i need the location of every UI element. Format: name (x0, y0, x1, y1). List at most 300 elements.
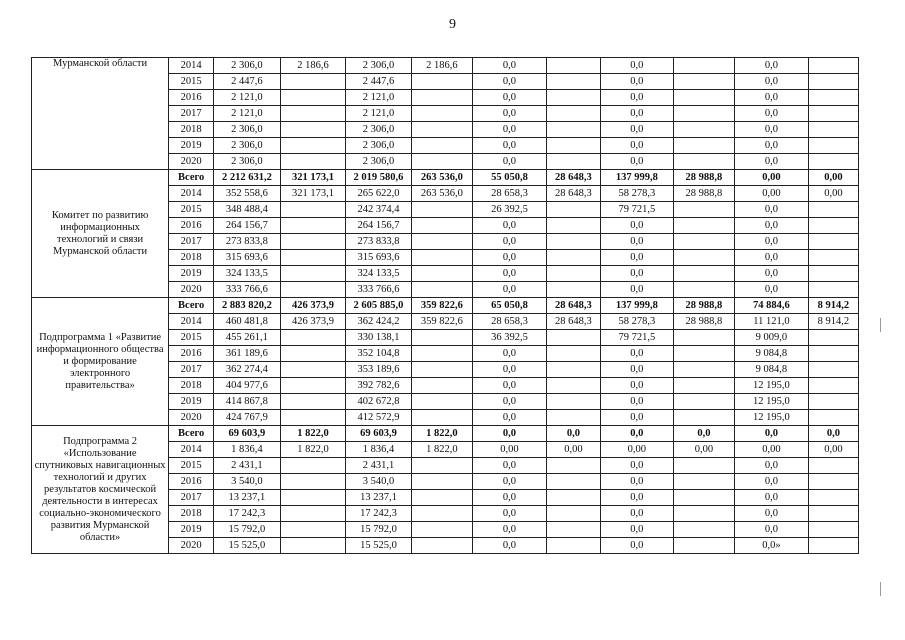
value-cell: 265 622,0 (346, 186, 412, 202)
value-cell (411, 202, 472, 218)
value-cell (411, 362, 472, 378)
value-cell: 324 133,5 (214, 266, 281, 282)
year-cell: 2020 (169, 154, 214, 170)
scan-artifact-line (880, 582, 881, 596)
value-cell: 2 306,0 (346, 154, 412, 170)
value-cell: 0,00 (473, 442, 547, 458)
value-cell (280, 522, 346, 538)
value-cell (280, 506, 346, 522)
value-cell (280, 346, 346, 362)
value-cell: 0,0 (473, 538, 547, 554)
value-cell: 0,00 (673, 442, 734, 458)
value-cell: 0,0 (601, 522, 674, 538)
value-cell (546, 282, 600, 298)
value-cell: 426 373,9 (280, 314, 346, 330)
value-cell: 28 648,3 (546, 314, 600, 330)
value-cell: 273 833,8 (346, 234, 412, 250)
value-cell: 8 914,2 (808, 314, 858, 330)
value-cell (673, 74, 734, 90)
value-cell (808, 154, 858, 170)
value-cell (673, 410, 734, 426)
year-cell: Всего (169, 170, 214, 186)
value-cell: 359 822,6 (411, 298, 472, 314)
value-cell: 0,0 (473, 410, 547, 426)
value-cell: 0,0 (601, 138, 674, 154)
value-cell: 0,0 (601, 538, 674, 554)
value-cell: 0,0 (473, 458, 547, 474)
value-cell (546, 346, 600, 362)
value-cell: 0,0 (735, 138, 809, 154)
value-cell: 0,0 (601, 266, 674, 282)
value-cell (280, 474, 346, 490)
value-cell (546, 538, 600, 554)
year-cell: 2020 (169, 282, 214, 298)
value-cell: 15 792,0 (346, 522, 412, 538)
value-cell (411, 122, 472, 138)
value-cell: 28 658,3 (473, 314, 547, 330)
value-cell: 0,0 (735, 282, 809, 298)
value-cell (411, 250, 472, 266)
table-row (32, 298, 859, 314)
value-cell (808, 490, 858, 506)
value-cell (673, 538, 734, 554)
value-cell: 352 104,8 (346, 346, 412, 362)
value-cell: 15 525,0 (346, 538, 412, 554)
value-cell: 2 186,6 (411, 58, 472, 74)
year-cell: 2016 (169, 346, 214, 362)
budget-table (31, 57, 859, 554)
value-cell (280, 282, 346, 298)
value-cell (808, 234, 858, 250)
value-cell: 362 274,4 (214, 362, 281, 378)
value-cell: 28 988,8 (673, 298, 734, 314)
value-cell: 28 988,8 (673, 186, 734, 202)
value-cell: 330 138,1 (346, 330, 412, 346)
year-cell: 2014 (169, 186, 214, 202)
value-cell (280, 410, 346, 426)
value-cell: 0,0 (473, 378, 547, 394)
value-cell (808, 122, 858, 138)
value-cell: 242 374,4 (346, 202, 412, 218)
table-row (32, 58, 859, 74)
value-cell: 0,0 (473, 426, 547, 442)
value-cell: 0,0 (546, 426, 600, 442)
value-cell: 58 278,3 (601, 314, 674, 330)
value-cell: 1 822,0 (280, 426, 346, 442)
value-cell: 424 767,9 (214, 410, 281, 426)
value-cell: 324 133,5 (346, 266, 412, 282)
value-cell (808, 106, 858, 122)
year-cell: Всего (169, 426, 214, 442)
value-cell: 79 721,5 (601, 330, 674, 346)
value-cell (673, 394, 734, 410)
value-cell (546, 394, 600, 410)
value-cell (546, 410, 600, 426)
year-cell: 2018 (169, 122, 214, 138)
value-cell (808, 458, 858, 474)
value-cell: 0,0 (735, 106, 809, 122)
value-cell (411, 90, 472, 106)
value-cell: 0,0 (601, 378, 674, 394)
value-cell (411, 458, 472, 474)
value-cell: 0,0 (473, 106, 547, 122)
value-cell (546, 74, 600, 90)
value-cell: 414 867,8 (214, 394, 281, 410)
page-number: 9 (449, 17, 456, 32)
value-cell: 264 156,7 (346, 218, 412, 234)
value-cell: 0,0 (601, 426, 674, 442)
value-cell: 28 988,8 (673, 314, 734, 330)
value-cell (808, 506, 858, 522)
value-cell (280, 458, 346, 474)
section-name: Мурманской области (32, 58, 169, 170)
year-cell: 2015 (169, 74, 214, 90)
value-cell (411, 106, 472, 122)
value-cell: 28 648,3 (546, 170, 600, 186)
value-cell (808, 346, 858, 362)
value-cell: 0,0 (473, 154, 547, 170)
value-cell: 1 822,0 (411, 442, 472, 458)
value-cell: 2 212 631,2 (214, 170, 281, 186)
value-cell: 0,0 (601, 74, 674, 90)
value-cell: 352 558,6 (214, 186, 281, 202)
value-cell (411, 330, 472, 346)
value-cell: 1 836,4 (346, 442, 412, 458)
value-cell: 28 648,3 (546, 186, 600, 202)
value-cell (673, 122, 734, 138)
value-cell: 0,0 (601, 218, 674, 234)
value-cell: 0,0 (601, 458, 674, 474)
year-cell: 2019 (169, 522, 214, 538)
year-cell: 2018 (169, 378, 214, 394)
value-cell: 2 306,0 (214, 154, 281, 170)
value-cell: 0,0 (735, 490, 809, 506)
value-cell: 0,0 (601, 506, 674, 522)
value-cell (808, 58, 858, 74)
value-cell: 0,0 (601, 346, 674, 362)
value-cell (280, 106, 346, 122)
value-cell: 0,00 (735, 170, 809, 186)
value-cell: 359 822,6 (411, 314, 472, 330)
value-cell: 2 306,0 (346, 122, 412, 138)
year-cell: 2016 (169, 90, 214, 106)
value-cell (673, 474, 734, 490)
value-cell (673, 266, 734, 282)
value-cell: 0,0 (601, 282, 674, 298)
value-cell: 28 658,3 (473, 186, 547, 202)
value-cell: 0,0 (601, 490, 674, 506)
value-cell: 2 306,0 (214, 58, 281, 74)
value-cell: 0,0 (473, 522, 547, 538)
value-cell (546, 458, 600, 474)
value-cell (411, 154, 472, 170)
value-cell: 69 603,9 (346, 426, 412, 442)
value-cell: 0,0 (473, 90, 547, 106)
value-cell (546, 234, 600, 250)
value-cell (673, 378, 734, 394)
value-cell: 137 999,8 (601, 170, 674, 186)
value-cell (280, 266, 346, 282)
table-row (32, 170, 859, 186)
year-cell: 2016 (169, 218, 214, 234)
value-cell: 28 988,8 (673, 170, 734, 186)
value-cell: 0,0 (601, 394, 674, 410)
value-cell: 0,0 (735, 90, 809, 106)
value-cell (673, 154, 734, 170)
value-cell: 0,0 (735, 122, 809, 138)
value-cell: 2 883 820,2 (214, 298, 281, 314)
value-cell: 2 306,0 (346, 58, 412, 74)
value-cell: 0,0 (473, 490, 547, 506)
value-cell (808, 522, 858, 538)
value-cell (280, 154, 346, 170)
value-cell (411, 394, 472, 410)
value-cell: 0,0 (735, 74, 809, 90)
value-cell: 0,0 (601, 106, 674, 122)
value-cell (808, 282, 858, 298)
value-cell: 315 693,6 (346, 250, 412, 266)
year-cell: 2014 (169, 442, 214, 458)
value-cell: 2 306,0 (214, 122, 281, 138)
value-cell (411, 538, 472, 554)
value-cell (280, 538, 346, 554)
value-cell (673, 282, 734, 298)
value-cell (411, 378, 472, 394)
value-cell (808, 378, 858, 394)
value-cell (808, 138, 858, 154)
value-cell: 263 536,0 (411, 186, 472, 202)
value-cell: 2 306,0 (214, 138, 281, 154)
value-cell (280, 378, 346, 394)
value-cell (808, 250, 858, 266)
year-cell: 2017 (169, 490, 214, 506)
year-cell: 2020 (169, 538, 214, 554)
value-cell: 315 693,6 (214, 250, 281, 266)
value-cell: 2 121,0 (214, 106, 281, 122)
year-cell: 2018 (169, 250, 214, 266)
value-cell (280, 202, 346, 218)
value-cell: 15 525,0 (214, 538, 281, 554)
value-cell (673, 458, 734, 474)
value-cell (280, 218, 346, 234)
value-cell (546, 90, 600, 106)
value-cell: 74 884,6 (735, 298, 809, 314)
value-cell: 0,0 (473, 346, 547, 362)
value-cell: 362 424,2 (346, 314, 412, 330)
value-cell: 426 373,9 (280, 298, 346, 314)
value-cell: 0,0 (473, 234, 547, 250)
value-cell: 55 050,8 (473, 170, 547, 186)
value-cell: 11 121,0 (735, 314, 809, 330)
value-cell (673, 522, 734, 538)
value-cell: 273 833,8 (214, 234, 281, 250)
value-cell: 0,00 (546, 442, 600, 458)
value-cell: 17 242,3 (214, 506, 281, 522)
value-cell: 17 242,3 (346, 506, 412, 522)
value-cell: 79 721,5 (601, 202, 674, 218)
value-cell: 0,0» (735, 538, 809, 554)
value-cell: 0,0 (735, 474, 809, 490)
value-cell: 263 536,0 (411, 170, 472, 186)
value-cell: 12 195,0 (735, 410, 809, 426)
value-cell: 0,0 (473, 474, 547, 490)
value-cell: 361 189,6 (214, 346, 281, 362)
value-cell: 9 084,8 (735, 346, 809, 362)
value-cell: 0,0 (735, 266, 809, 282)
value-cell (673, 106, 734, 122)
value-cell: 1 836,4 (214, 442, 281, 458)
year-cell: 2017 (169, 234, 214, 250)
value-cell: 0,0 (735, 58, 809, 74)
value-cell: 1 822,0 (280, 442, 346, 458)
value-cell: 13 237,1 (346, 490, 412, 506)
value-cell: 2 431,1 (346, 458, 412, 474)
value-cell: 0,0 (473, 362, 547, 378)
year-cell: 2014 (169, 58, 214, 74)
value-cell: 0,0 (473, 266, 547, 282)
year-cell: 2014 (169, 314, 214, 330)
value-cell: 2 121,0 (346, 90, 412, 106)
value-cell: 0,0 (735, 522, 809, 538)
value-cell: 12 195,0 (735, 394, 809, 410)
value-cell (411, 234, 472, 250)
year-cell: 2019 (169, 266, 214, 282)
value-cell: 137 999,8 (601, 298, 674, 314)
value-cell: 2 447,6 (346, 74, 412, 90)
value-cell (411, 506, 472, 522)
value-cell: 348 488,4 (214, 202, 281, 218)
value-cell (808, 90, 858, 106)
value-cell: 9 084,8 (735, 362, 809, 378)
value-cell: 0,0 (735, 154, 809, 170)
value-cell (673, 346, 734, 362)
value-cell: 0,0 (601, 410, 674, 426)
value-cell (673, 490, 734, 506)
value-cell (280, 250, 346, 266)
value-cell (411, 218, 472, 234)
value-cell: 0,0 (601, 90, 674, 106)
value-cell: 0,00 (601, 442, 674, 458)
value-cell: 0,0 (735, 202, 809, 218)
value-cell: 36 392,5 (473, 330, 547, 346)
value-cell (808, 410, 858, 426)
value-cell (546, 266, 600, 282)
value-cell (808, 202, 858, 218)
value-cell (673, 234, 734, 250)
value-cell: 0,0 (735, 218, 809, 234)
value-cell (280, 490, 346, 506)
value-cell: 0,0 (473, 218, 547, 234)
value-cell: 26 392,5 (473, 202, 547, 218)
value-cell: 0,0 (601, 154, 674, 170)
value-cell: 0,0 (735, 250, 809, 266)
value-cell (411, 522, 472, 538)
year-cell: 2015 (169, 458, 214, 474)
value-cell (280, 90, 346, 106)
value-cell (411, 474, 472, 490)
value-cell: 2 605 885,0 (346, 298, 412, 314)
value-cell (673, 218, 734, 234)
value-cell (411, 490, 472, 506)
value-cell (546, 362, 600, 378)
value-cell: 2 121,0 (346, 106, 412, 122)
value-cell: 2 121,0 (214, 90, 281, 106)
value-cell (411, 266, 472, 282)
value-cell: 264 156,7 (214, 218, 281, 234)
value-cell (673, 506, 734, 522)
value-cell: 58 278,3 (601, 186, 674, 202)
value-cell (546, 474, 600, 490)
value-cell: 0,00 (808, 442, 858, 458)
value-cell (546, 122, 600, 138)
year-cell: 2020 (169, 410, 214, 426)
value-cell: 28 648,3 (546, 298, 600, 314)
value-cell: 13 237,1 (214, 490, 281, 506)
value-cell: 0,00 (808, 170, 858, 186)
value-cell (808, 266, 858, 282)
value-cell: 392 782,6 (346, 378, 412, 394)
value-cell (546, 154, 600, 170)
value-cell (673, 90, 734, 106)
value-cell (673, 362, 734, 378)
value-cell (546, 522, 600, 538)
value-cell: 455 261,1 (214, 330, 281, 346)
value-cell: 12 195,0 (735, 378, 809, 394)
value-cell: 333 766,6 (346, 282, 412, 298)
year-cell: 2015 (169, 330, 214, 346)
value-cell: 3 540,0 (346, 474, 412, 490)
value-cell (411, 74, 472, 90)
value-cell: 333 766,6 (214, 282, 281, 298)
value-cell: 0,0 (673, 426, 734, 442)
value-cell: 0,0 (473, 282, 547, 298)
value-cell: 69 603,9 (214, 426, 281, 442)
year-cell: 2015 (169, 202, 214, 218)
value-cell (546, 506, 600, 522)
value-cell: 0,0 (735, 234, 809, 250)
value-cell (280, 234, 346, 250)
value-cell: 412 572,9 (346, 410, 412, 426)
value-cell: 0,0 (601, 250, 674, 266)
value-cell: 404 977,6 (214, 378, 281, 394)
value-cell (280, 138, 346, 154)
value-cell (673, 330, 734, 346)
year-cell: 2018 (169, 506, 214, 522)
value-cell (673, 138, 734, 154)
value-cell: 2 447,6 (214, 74, 281, 90)
year-cell: 2017 (169, 106, 214, 122)
value-cell (411, 282, 472, 298)
value-cell: 0,0 (601, 362, 674, 378)
value-cell: 460 481,8 (214, 314, 281, 330)
year-cell: 2019 (169, 138, 214, 154)
value-cell (808, 538, 858, 554)
year-cell: 2017 (169, 362, 214, 378)
section-name: Подпрограмма 2 «Использование спутниковых навигационных технологий и других результатов космической деятельности в интересах социально-экономического развития Мурманской области» (32, 426, 169, 554)
value-cell: 0,00 (808, 186, 858, 202)
value-cell (546, 250, 600, 266)
value-cell (808, 74, 858, 90)
year-cell: 2019 (169, 394, 214, 410)
value-cell: 0,0 (601, 122, 674, 138)
value-cell (280, 74, 346, 90)
value-cell (673, 202, 734, 218)
value-cell (546, 106, 600, 122)
value-cell: 0,0 (601, 234, 674, 250)
value-cell (411, 410, 472, 426)
value-cell (546, 490, 600, 506)
value-cell: 0,0 (473, 250, 547, 266)
